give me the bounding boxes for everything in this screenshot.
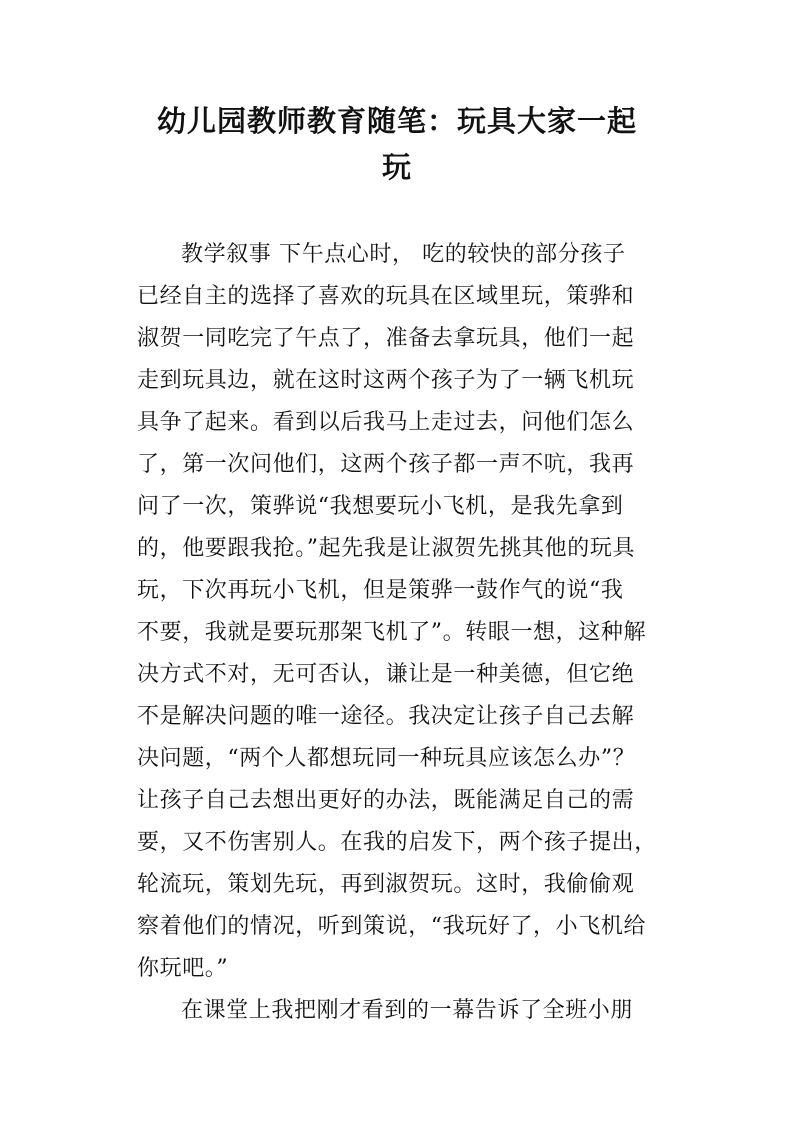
document-title (120, 98, 674, 190)
text-line: 已经自主的选择了喜欢的玩具在区域里玩，策骅和 (137, 284, 635, 309)
text-line: 教学叙事 下午点心时， 吃的较快的部分孩子 (181, 242, 626, 267)
title-line: 玩 (381, 150, 412, 184)
text-line: 具争了起来。看到以后我马上走过去，问他们怎么 (137, 410, 635, 435)
text-line: 问了一次，策骅说“我想要玩小飞机，是我先拿到 (137, 494, 624, 519)
text-line: 不要，我就是要玩那架飞机了”。转眼一想，这种解 (137, 620, 647, 645)
text-line: 了，第一次问他们，这两个孩子都一声不吭，我再 (137, 452, 635, 477)
text-line: 察着他们的情况，听到策说，“我玩好了，小飞机给 (137, 914, 647, 939)
text-line: 你玩吧。” (137, 956, 229, 981)
text-line: 不是解决问题的唯一途径。我决定让孩子自己去解 (137, 704, 635, 729)
text-line: 让孩子自己去想出更好的办法，既能满足自己的需 (137, 788, 635, 813)
document-body (137, 234, 677, 1032)
text-line: 走到玩具边，就在这时这两个孩子为了一辆飞机玩 (137, 368, 635, 393)
text-line: 决问题，“两个人都想玩同一种玩具应该怎么办”？ (137, 746, 636, 771)
paragraph (137, 234, 677, 990)
text-line: 在课堂上我把刚才看到的一幕告诉了全班小朋 (181, 998, 634, 1023)
text-line: 轮流玩，策划先玩，再到淑贺玩。这时，我偷偷观 (137, 872, 635, 897)
text-line: 决方式不对，无可否认，谦让是一种美德，但它绝 (137, 662, 635, 687)
paragraph (137, 990, 677, 1032)
text-line: 要，又不伤害别人。在我的启发下，两个孩子提出， (137, 830, 657, 855)
text-line: 淑贺一同吃完了午点了，准备去拿玩具，他们一起 (137, 326, 635, 351)
text-line: 玩，下次再玩小飞机，但是策骅一鼓作气的说“我 (137, 578, 624, 603)
title-line: 幼儿园教师教育随笔：玩具大家一起 (156, 104, 637, 138)
text-line: 的，他要跟我抢。”起先我是让淑贺先挑其他的玩具 (137, 536, 636, 561)
